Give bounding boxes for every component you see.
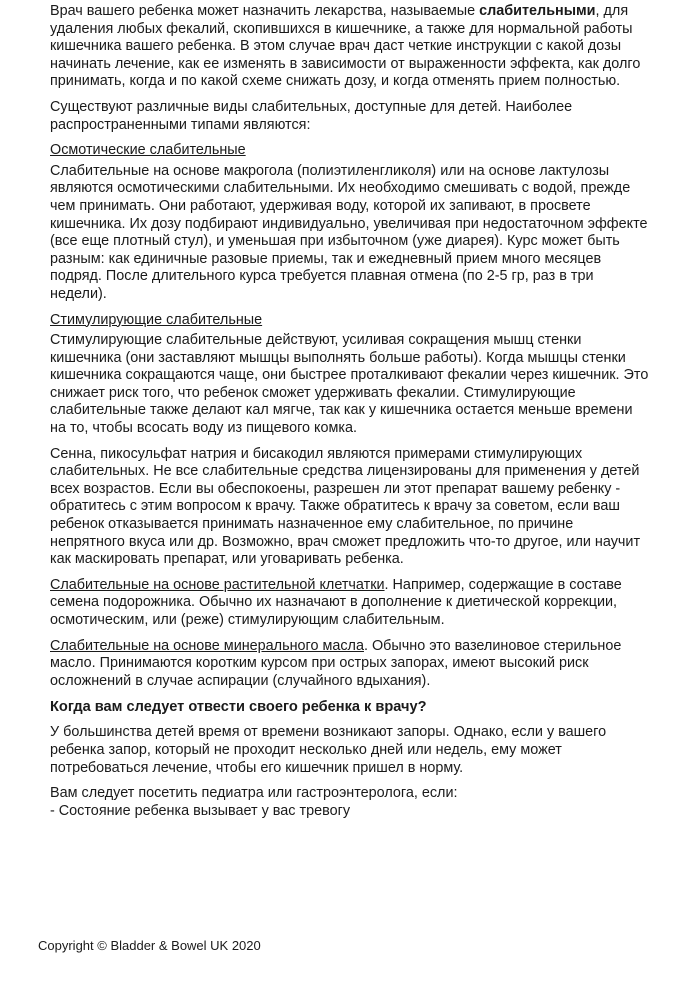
intro-paragraph — [50, 3, 650, 91]
doctor-heading: Когда вам следует отвести своего ребенка к врачу? — [50, 699, 427, 716]
osmotic-title: Осмотические слабительные — [50, 142, 246, 159]
fiber-text: . Например, содержащие в составе семена подорожника. Обычно их назначают в дополнение к диетической коррекции, осмотическим, или (реже) стимулирующим слабительным. — [50, 576, 622, 628]
osmotic-paragraph: Слабительные на основе макрогола (полиэтиленгликоля) или на основе лактулозы являются осмотическими слабительными. Их необходимо смешивать с водой, прежде чем принимать. Они работают, удерживая воду, которой их запивают, в просвете кишечника. Их дозу подбирают индивидуально, увеличивая при недостаточном эффекте (все еще плотный стул), и уменьшая при избыточном (уже диарея). Курс может быть разным: как единичные разовые приемы, так и ежедневный прием много месяцев подряд. После длительного курса требуется плавная отмена (по 2-5 гр, раз в три недели). — [50, 162, 648, 302]
doctor-paragraph: У большинства детей время от времени возникают запоры. Однако, если у вашего ребенка запор, который не проходит несколько дней или недель, ему может потребоваться лечение, чтобы его кишечник пришел в норму. — [50, 724, 607, 776]
intro-text: Врач вашего ребенка может назначить лекарства, называемые — [50, 3, 480, 19]
mineral-paragraph — [50, 638, 650, 691]
mineral-text: . Обычно это вазелиновое стерильное масло. Принимаются коротким курсом при острых запорах, имеют высокий риск осложнений в случае аспирации (случайного вдыхания). — [50, 637, 622, 689]
fiber-title: Слабительные на основе растительной клетчатки — [50, 576, 385, 593]
intro-text-continued: , для удаления любых фекалий, скопившихся в кишечнике, а также для нормальной работы кишечника вашего ребенка. В этом случае врач даст четкие инструкции с какой дозы начинать лечение, как ее изменять в зависимости от выраженности эффекта, как долго принимать, когда и по какой схеме снижать дозу, и когда отменять прием полностью. — [50, 3, 641, 90]
document-page — [50, 3, 650, 828]
copyright-footer: Copyright © Bladder & Bowel UK 2020 — [38, 938, 261, 953]
visit-list-item: - Состояние ребенка вызывает у вас тревогу — [50, 802, 351, 819]
stimulant-paragraph: Стимулирующие слабительные действуют, усиливая сокращения мышц стенки кишечника (они заставляют мышцы выполнять больше работы). Когда мышцы стенки кишечника сокращаются чаще, они быстрее проталкивают фекалии через кишечник. Это снижает риск того, что ребенок сможет удерживать фекалии. Стимулирующие слабительные также делают кал мягче, так как у кишечника остается меньше времени на то, чтобы всосать воду из пищевого комка. — [50, 332, 649, 437]
types-paragraph: Существуют различные виды слабительных, доступные для детей. Наиболее распространенными типами являются: — [50, 98, 573, 133]
stimulant-title: Стимулирующие слабительные — [50, 311, 263, 328]
stimulant-examples-paragraph: Сенна, пикосульфат натрия и бисакодил являются примерами стимулирующих слабительных. Не все слабительные средства лицензированы для применения у детей всех возрастов. Если вы обеспокоены, разрешен ли этот препарат вашему ребенку - обратитесь с этим вопросом к врачу. Также обратитесь к врачу за советом, если ваш ребенок отказывается принимать назначенное ему слабительное, по причине непрятного вкуса или др. Возможно, врач сможет предложить что-то другое, или научит как маскировать препарат, или уговаривать ребенка. — [50, 445, 641, 568]
mineral-title: Слабительные на основе минерального масла — [50, 637, 364, 654]
visit-line: Вам следует посетить педиатра или гастроэнтеролога, если: — [50, 785, 458, 802]
laxatives-term: слабительными — [479, 3, 596, 19]
fiber-paragraph — [50, 577, 650, 630]
